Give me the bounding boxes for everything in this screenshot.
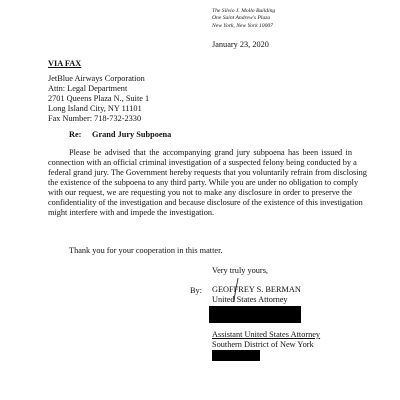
- recipient-name: JetBlue Airways Corporation: [48, 74, 145, 83]
- delivery-method: VIA FAX: [48, 59, 82, 68]
- body-line: Please be advised that the accompanying grand jury subpoena has been issued in: [69, 148, 352, 157]
- recipient-street: 2701 Queens Plaza N., Suite 1: [48, 94, 150, 103]
- body-line: with our request, we are requesting you not to make any disclosure in order to preserve the: [48, 188, 352, 197]
- body-line: connection with an official criminal investigation of a suspected felony being conducted by a: [48, 158, 357, 167]
- letterhead-line: One Saint Andrew's Plaza: [212, 15, 271, 22]
- subject-label: Re:: [69, 130, 82, 139]
- recipient-city: Long Island City, NY 11101: [48, 104, 142, 113]
- ausa-district: Southern District of New York: [212, 340, 314, 349]
- letterhead-address: [212, 8, 275, 30]
- redaction-block: [212, 350, 260, 361]
- redaction-block: [209, 306, 301, 323]
- letter-date: January 23, 2020: [212, 40, 269, 49]
- recipient-fax: Fax Number: 718-732-2330: [48, 114, 142, 123]
- recipient-attn: Attn: Legal Department: [48, 84, 128, 93]
- subject-line: [69, 130, 171, 140]
- body-line: might interfere with and impede the investigation.: [48, 208, 215, 217]
- recipient-address: [48, 74, 149, 124]
- ausa-block: [212, 330, 320, 350]
- signer-name: GEOFFREY S. BERMAN: [212, 285, 301, 294]
- letterhead-line: The Silvio J. Mollo Building: [212, 8, 276, 14]
- body-line: the existence of the subpoena to any third party. While you are under no obligation to comply: [48, 178, 359, 187]
- letterhead-line: New York, New York 10007: [212, 22, 273, 29]
- by-label: By:: [190, 286, 202, 295]
- body-paragraph: [48, 148, 367, 218]
- closing-salutation: Very truly yours,: [212, 266, 268, 275]
- signer-block: [212, 285, 301, 305]
- subject-text: Grand Jury Subpoena: [92, 130, 172, 139]
- thanks-line: Thank you for your cooperation in this matter.: [69, 246, 223, 255]
- signer-title: United States Attorney: [212, 295, 288, 304]
- body-line: confidentiality of the investigation and because disclosure of the existence of this investigation: [48, 198, 363, 207]
- body-line: federal grand jury. The Government hereby requests that you voluntarily refrain from disclosing: [48, 168, 367, 177]
- ausa-title: Assistant United States Attorney: [212, 330, 321, 339]
